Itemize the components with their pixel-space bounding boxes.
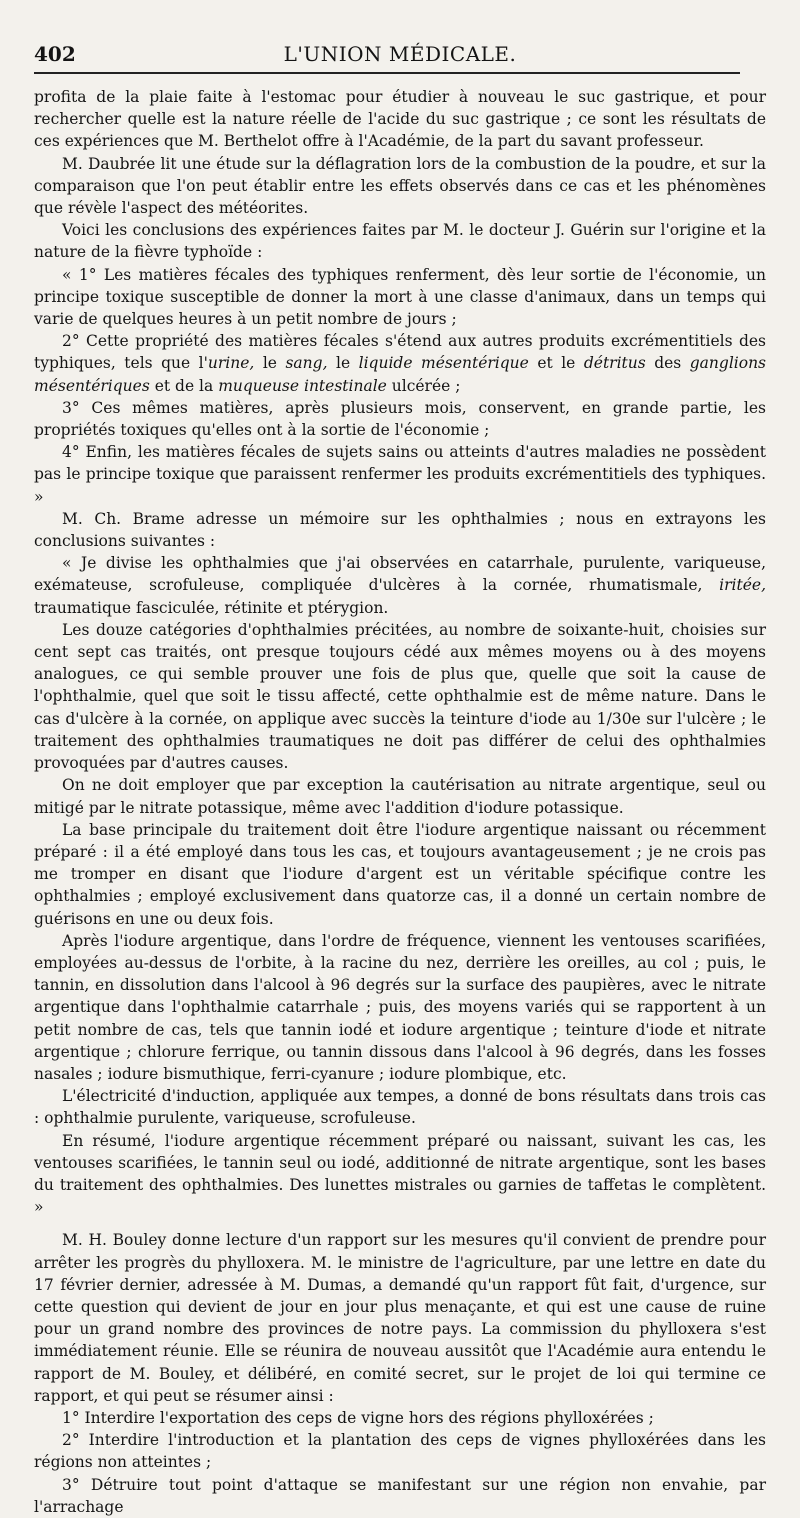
article-body: [34, 86, 766, 1518]
page-number: 402: [34, 42, 76, 66]
phylloxera-measure-1: 1° Interdire l'exportation des ceps de vigne hors des régions phylloxérées ;: [62, 1408, 654, 1427]
paragraph-daubree: M. Daubrée lit une étude sur la déflagration lors de la combustion de la poudre, et sur la comparaison que l'on peut établir entre les effets observés dans ce cas et les phénomènes que révèle l'aspect des météorites.: [34, 154, 766, 218]
brame-electricity: L'électricité d'induction, appliquée aux tempes, a donné de bons résultats dans trois cas : ophthalmie purulente, variqueuse, scrofuleuse.: [34, 1087, 766, 1128]
paragraph-gastric-juice: profita de la plaie faite à l'estomac pour étudier à nouveau le suc gastrique, et pour rechercher quelle est la nature réelle de l'acide du suc gastrique ; ce sont les résultats de ces expériences que M. Berthelot offre à l'Académie, de la part du savant professeur.: [34, 88, 766, 151]
brame-categories: Les douze catégories d'ophthalmies précitées, au nombre de soixante-huit, choisies sur cent sept cas traités, ont presque toujours cédé aux mêmes moyens ou à des moyens analogues, ce qui semble prouver une fois de plus que, quelle que soit la cause de l'ophthalmie, quel que soit le tissu affecté, cette ophthalmie est de même nature. Dans le cas d'ulcère à la cornée, on applique avec succès la teinture d'iode au 1/30e sur l'ulcère ; le traitement des ophthalmies traumatiques ne doit pas différer de celui des ophthalmies provoquées par d'autres causes.: [34, 620, 766, 773]
brame-summary: En résumé, l'iodure argentique récemment préparé ou naissant, suivant les cas, les ventouses scarifiées, le tannin seul ou iodé, additionné de nitrate argentique, sont les bases du traitement des ophthalmies. Des lunettes mistrales ou garnies de taffetas le complètent. »: [34, 1131, 766, 1217]
brame-secondary-treatments: Après l'iodure argentique, dans l'ordre de fréquence, viennent les ventouses scarifiées, employées au-dessus de l'orbite, à la racine du nez, derrière les oreilles, au col ; puis, le tannin, en dissolution dans l'alcool à 96 degrés sur la surface des paupières, avec le nitrate argentique dans l'ophthalmie catarrhale ; puis, des moyens variés qui se rapportent à un petit nombre de cas, tels que tannin iodé et iodure argentique ; teinture d'iode et nitrate argentique ; chlorure ferrique, ou tannin dissous dans l'alcool à 96 degrés, dans les fosses nasales ; iodure bismuthique, ferri-cyanure ; iodure plombique, etc.: [34, 931, 766, 1083]
brame-cauterization: On ne doit employer que par exception la cautérisation au nitrate argentique, seul ou mitigé par le nitrate potassique, même avec l'addition d'iodure potassique.: [34, 776, 766, 817]
brame-iodure: La base principale du traitement doit être l'iodure argentique naissant ou récemment préparé : il a été employé dans tous les cas, et toujours avantageusement ; je ne crois pas me tromper en disant que l'iodure d'argent est un véritable spécifique contre les ophthalmies ; employé exclusivement dans quatorze cas, il a donné un certain nombre de guérisons en une ou deux fois.: [34, 820, 766, 928]
guerin-conclusion-2: 2° Cette propriété des matières fécales s'étend aux autres produits excrémentitiels des typhiques, tels que l'urine, le sang, le liquide mésentérique et le détritus des ganglions mésentériques et de la muqueuse intestinale ulcérée ;: [34, 332, 767, 395]
paragraph-guerin-intro: Voici les conclusions des expériences faites par M. le docteur J. Guérin sur l'origine et la nature de la fièvre typhoïde :: [34, 221, 766, 262]
guerin-conclusion-1: « 1° Les matières fécales des typhiques renferment, dès leur sortie de l'économie, un principe toxique susceptible de donner la mort à une classe d'animaux, dans un temps qui varie de quelques heures à un petit nombre de jours ;: [34, 265, 766, 329]
paragraph-brame-intro: M. Ch. Brame adresse un mémoire sur les ophthalmies ; nous en extrayons les conclusions suivantes :: [34, 509, 766, 551]
page-header: [34, 36, 766, 72]
guerin-conclusion-3: 3° Ces mêmes matières, après plusieurs mois, conservent, en grande partie, les propriétés toxiques qu'elles ont à la sortie de l'économie ;: [34, 398, 766, 440]
paragraph-bouley-phylloxera: M. H. Bouley donne lecture d'un rapport sur les mesures qu'il convient de prendre pour arrêter les progrès du phylloxera. M. le ministre de l'agriculture, par une lettre en date du 17 février dernier, adressée à M. Dumas, a demandé qu'un rapport fût fait, d'urgence, sur cette question qui devient de jour en jour plus menaçante, et qui est une cause de ruine pour un grand nombre des provinces de notre pays. La commission du phylloxera s'est immédiatement réunie. Elle se réunira de nouveau aussitôt que l'Académie aura entendu le rapport de M. Bouley, et délibéré, en comité secret, sur le projet de loi qui termine ce rapport, et qui peut se résumer ainsi :: [34, 1231, 766, 1405]
running-title: L'UNION MÉDICALE.: [283, 42, 517, 66]
phylloxera-measure-3: 3° Détruire tout point d'attaque se manifestant sur une région non envahie, par l'arrachage: [34, 1475, 766, 1516]
guerin-conclusion-4: 4° Enfin, les matières fécales de sujets sains ou atteints d'autres maladies ne possèdent pas le principe toxique que paraissent renfermer les produits excrémentitiels des typhiques. »: [34, 443, 766, 506]
phylloxera-measure-2: 2° Interdire l'introduction et la plantation des ceps de vignes phylloxérées dans les régions non atteintes ;: [34, 1431, 766, 1472]
header-rule: [34, 72, 740, 74]
brame-classification: « Je divise les ophthalmies que j'ai observées en catarrhale, purulente, variqueuse, exémateuse, scrofuleuse, compliquée d'ulcères à la cornée, rhumatismale, iritée, traumatique fasciculée, rétinite et ptérygion.: [34, 554, 766, 617]
